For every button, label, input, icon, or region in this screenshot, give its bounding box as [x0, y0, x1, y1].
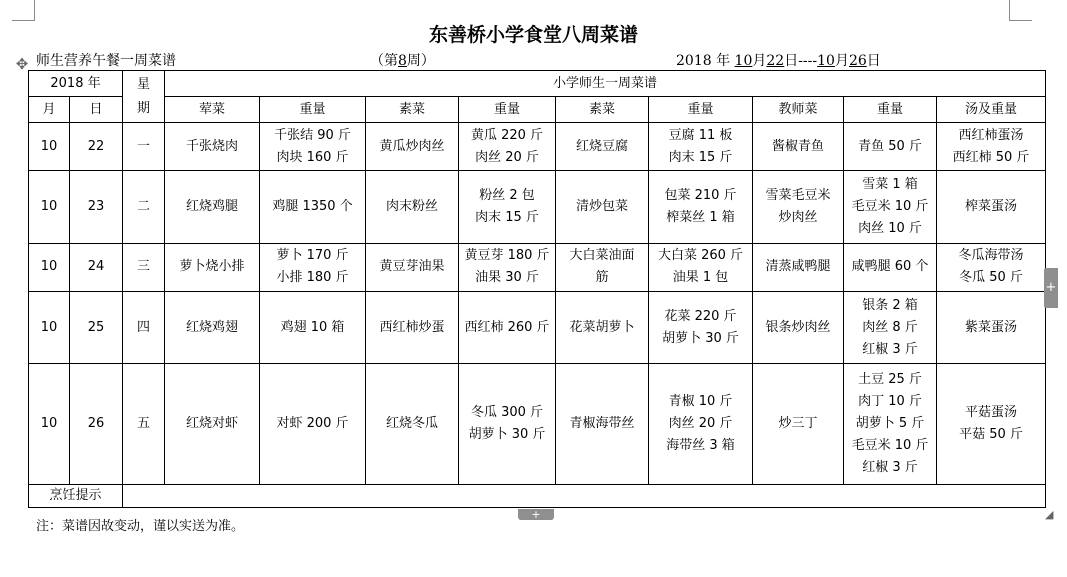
column-header-teacher-dish: 教师菜 — [753, 97, 844, 123]
cell-line: 胡萝卜 30 斤 — [468, 427, 546, 443]
cell-line: 肉末 15 斤 — [475, 209, 539, 225]
cell-line: 黄豆芽油果 — [379, 259, 445, 275]
cell-line: 青鱼 50 斤 — [858, 138, 922, 154]
date-month-label-2: 月 — [834, 53, 849, 69]
week-prefix: （第 — [370, 53, 398, 69]
cell-line: 红烧豆腐 — [575, 138, 628, 154]
cell-line: 肉丝 20 斤 — [475, 149, 539, 165]
cell-line: 肉末粉丝 — [385, 198, 438, 214]
cell-line: 黄瓜炒肉丝 — [379, 138, 445, 154]
table-row — [29, 364, 1046, 485]
column-header-veg-dish-1: 素菜 — [366, 97, 459, 123]
veg-dish-1-cell — [366, 291, 459, 363]
meat-weight-cell — [260, 291, 366, 363]
day-cell: 26 — [70, 364, 123, 485]
teacher-weight-cell — [844, 364, 937, 485]
day-cell: 24 — [70, 243, 123, 291]
cell-line: 鸡翅 10 箱 — [280, 319, 345, 335]
meat-dish-cell — [165, 243, 260, 291]
cell-line: 花菜胡萝卜 — [569, 319, 635, 335]
weekday-header-text: 星期 — [137, 76, 151, 116]
cell-line: 肉末 15 斤 — [668, 149, 733, 165]
soup-cell — [937, 243, 1046, 291]
cell-line: 豆腐 11 板 — [668, 127, 733, 143]
cell-line: 肉丁 10 斤 — [858, 394, 922, 410]
cell-line: 西红柿炒蛋 — [379, 319, 445, 335]
month-cell: 10 — [29, 171, 70, 243]
cell-line: 红烧鸡腿 — [185, 198, 238, 214]
meat-weight-cell — [260, 171, 366, 243]
cell-line: 毛豆米 10 斤 — [851, 438, 929, 454]
veg-weight-1-cell — [459, 291, 556, 363]
cell-line: 榨菜蛋汤 — [965, 198, 1018, 214]
soup-cell — [937, 364, 1046, 485]
meat-dish-cell — [165, 171, 260, 243]
date-end-month: 10 — [817, 53, 835, 69]
cell-line: 紫菜蛋汤 — [965, 319, 1018, 335]
resize-corner-icon[interactable]: ◢ — [1045, 508, 1054, 521]
cell-line: 咸鸭腿 60 个 — [851, 259, 929, 275]
cell-line: 千张结 90 斤 — [274, 127, 351, 143]
veg-dish-2-cell — [556, 291, 649, 363]
date-end-day: 26 — [848, 53, 867, 69]
column-header-veg-dish-2: 素菜 — [556, 97, 649, 123]
weekday-cell: 五 — [123, 364, 165, 485]
date-month-label: 月 — [752, 53, 767, 69]
cell-line: 海带丝 3 箱 — [666, 438, 735, 454]
veg-dish-2-cell — [556, 243, 649, 291]
cell-line: 萝卜 170 斤 — [276, 248, 349, 264]
column-header-teacher-weight: 重量 — [844, 97, 937, 123]
meat-weight-cell — [260, 123, 366, 171]
cell-line: 千张烧肉 — [185, 138, 238, 154]
column-header-meat-weight: 重量 — [260, 97, 366, 123]
veg-dish-2-cell — [556, 171, 649, 243]
cooking-tips-label: 烹饪提示 — [29, 484, 123, 507]
cell-line: 油果 30 斤 — [475, 270, 539, 286]
veg-weight-2-cell — [649, 364, 753, 485]
cell-line: 对虾 200 斤 — [276, 416, 349, 432]
cell-line: 清蒸咸鸭腿 — [765, 259, 831, 275]
meat-dish-cell — [165, 123, 260, 171]
weekday-cell: 二 — [123, 171, 165, 243]
cell-line: 粉丝 2 包 — [479, 187, 535, 203]
cell-line: 青椒 10 斤 — [668, 394, 733, 410]
cell-line: 银条 2 箱 — [862, 297, 918, 313]
day-cell: 23 — [70, 171, 123, 243]
menu-table — [28, 70, 1046, 508]
cell-line: 筋 — [595, 270, 609, 286]
document-title: 东善桥小学食堂八周菜谱 — [428, 24, 638, 46]
day-header: 日 — [70, 97, 123, 123]
cell-line: 红烧对虾 — [185, 416, 238, 432]
veg-dish-2-cell — [556, 364, 649, 485]
cell-line: 银条炒肉丝 — [765, 319, 831, 335]
cell-line: 大白菜 260 斤 — [657, 248, 744, 264]
veg-dish-1-cell — [366, 123, 459, 171]
cell-line: 红烧鸡翅 — [185, 319, 238, 335]
veg-weight-1-cell — [459, 243, 556, 291]
cell-line: 花菜 220 斤 — [664, 308, 737, 324]
cell-line: 红烧冬瓜 — [385, 416, 438, 432]
column-header-soup: 汤及重量 — [937, 97, 1046, 123]
cell-line: 黄瓜 220 斤 — [470, 127, 544, 143]
day-cell: 25 — [70, 291, 123, 363]
veg-dish-2-cell — [556, 123, 649, 171]
table-row — [29, 243, 1046, 291]
cell-line: 萝卜烧小排 — [179, 259, 245, 275]
soup-cell — [937, 291, 1046, 363]
cell-line: 肉块 160 斤 — [276, 149, 349, 165]
weekday-cell: 三 — [123, 243, 165, 291]
table-row — [29, 171, 1046, 243]
cell-line: 平菇 50 斤 — [959, 427, 1023, 443]
teacher-weight-cell — [844, 171, 937, 243]
subtitle-left: 师生营养午餐一周菜谱 — [36, 53, 176, 69]
row-insert-plus-icon[interactable]: + — [1044, 268, 1058, 308]
cell-line: 鸡腿 1350 个 — [272, 198, 353, 214]
meat-dish-cell — [165, 291, 260, 363]
column-header-meat-dish: 荤菜 — [165, 97, 260, 123]
date-year-suffix: 年 — [716, 53, 731, 69]
column-insert-plus-icon[interactable]: + — [518, 509, 554, 520]
month-cell: 10 — [29, 291, 70, 363]
cell-line: 包菜 210 斤 — [664, 187, 737, 203]
veg-weight-2-cell — [649, 171, 753, 243]
cell-line: 小排 180 斤 — [276, 270, 349, 286]
column-header-veg-weight-2: 重量 — [649, 97, 753, 123]
cell-line: 西红柿蛋汤 — [958, 127, 1024, 143]
date-start-month: 10 — [734, 53, 753, 69]
veg-weight-2-cell — [649, 243, 753, 291]
teacher-weight-cell — [844, 243, 937, 291]
move-cross-icon[interactable]: ✥ — [15, 55, 29, 73]
veg-dish-1-cell — [366, 243, 459, 291]
cell-line: 西红柿 260 斤 — [464, 319, 550, 335]
veg-weight-2-cell — [649, 123, 753, 171]
cell-line: 冬瓜 50 斤 — [959, 270, 1023, 286]
veg-dish-1-cell — [366, 364, 459, 485]
cell-line: 西红柿 50 斤 — [952, 149, 1030, 165]
cell-line: 炒三丁 — [778, 416, 818, 432]
teacher-weight-cell — [844, 123, 937, 171]
teacher-dish-cell — [753, 291, 844, 363]
teacher-dish-cell — [753, 171, 844, 243]
cell-line: 黄豆芽 180 斤 — [464, 248, 550, 264]
week-indicator — [370, 50, 435, 70]
cell-line: 胡萝卜 5 斤 — [855, 416, 925, 432]
cell-line: 毛豆米 10 斤 — [851, 198, 929, 214]
teacher-dish-cell — [753, 243, 844, 291]
cell-line: 大白菜油面 — [569, 248, 635, 264]
date-range — [676, 50, 881, 70]
day-cell: 22 — [70, 123, 123, 171]
month-cell: 10 — [29, 123, 70, 171]
cell-line: 平菇蛋汤 — [965, 405, 1018, 421]
veg-weight-1-cell — [459, 364, 556, 485]
soup-cell — [937, 123, 1046, 171]
date-year: 2018 — [676, 53, 712, 69]
cell-line: 胡萝卜 30 斤 — [662, 330, 739, 346]
veg-dish-1-cell — [366, 171, 459, 243]
date-day-label-2: 日 — [866, 53, 881, 69]
date-separator: ---- — [798, 53, 818, 69]
cell-line: 雪菜毛豆米 — [765, 187, 831, 203]
cell-line: 冬瓜 300 斤 — [470, 405, 544, 421]
cell-line: 肉丝 20 斤 — [668, 416, 733, 432]
month-header: 月 — [29, 97, 70, 123]
cell-line: 青椒海带丝 — [569, 416, 635, 432]
date-start-day: 22 — [766, 53, 785, 69]
week-suffix: 周） — [406, 53, 435, 69]
cell-line: 肉丝 10 斤 — [858, 220, 922, 236]
cell-line: 肉丝 8 斤 — [862, 319, 918, 335]
cell-line: 清炒包菜 — [575, 198, 628, 214]
cooking-tips-value[interactable] — [123, 484, 1046, 507]
column-header-veg-weight-1: 重量 — [459, 97, 556, 123]
weekday-cell: 四 — [123, 291, 165, 363]
cell-line: 土豆 25 斤 — [858, 372, 922, 388]
table-row — [29, 291, 1046, 363]
meat-weight-cell — [260, 243, 366, 291]
cell-line: 雪菜 1 箱 — [862, 176, 918, 192]
page-corner-mark-top-left — [12, 0, 35, 21]
week-number: 8 — [398, 53, 407, 69]
date-day-label: 日 — [784, 53, 799, 69]
table-row — [29, 123, 1046, 171]
cell-line: 红椒 3 斤 — [862, 341, 918, 357]
meat-dish-cell — [165, 364, 260, 485]
veg-weight-1-cell — [459, 171, 556, 243]
teacher-weight-cell — [844, 291, 937, 363]
page-corner-mark-top-right — [1009, 0, 1032, 21]
veg-weight-1-cell — [459, 123, 556, 171]
weekday-header — [123, 71, 165, 123]
cell-line: 炒肉丝 — [778, 209, 818, 225]
month-cell: 10 — [29, 364, 70, 485]
year-header: 2018 年 — [29, 71, 123, 97]
meat-weight-cell — [260, 364, 366, 485]
teacher-dish-cell — [753, 364, 844, 485]
table-span-title: 小学师生一周菜谱 — [165, 71, 1046, 97]
cell-line: 红椒 3 斤 — [862, 460, 918, 476]
month-cell: 10 — [29, 243, 70, 291]
veg-weight-2-cell — [649, 291, 753, 363]
weekday-cell: 一 — [123, 123, 165, 171]
cell-line: 冬瓜海带汤 — [958, 248, 1024, 264]
teacher-dish-cell — [753, 123, 844, 171]
cooking-tips-row — [29, 484, 1046, 507]
cell-line: 榨菜丝 1 箱 — [666, 209, 735, 225]
cell-line: 油果 1 包 — [672, 270, 729, 286]
footer-note: 注：菜谱因故变动，谨以实送为准。 — [36, 519, 245, 534]
cell-line: 酱椒青鱼 — [771, 138, 824, 154]
soup-cell — [937, 171, 1046, 243]
